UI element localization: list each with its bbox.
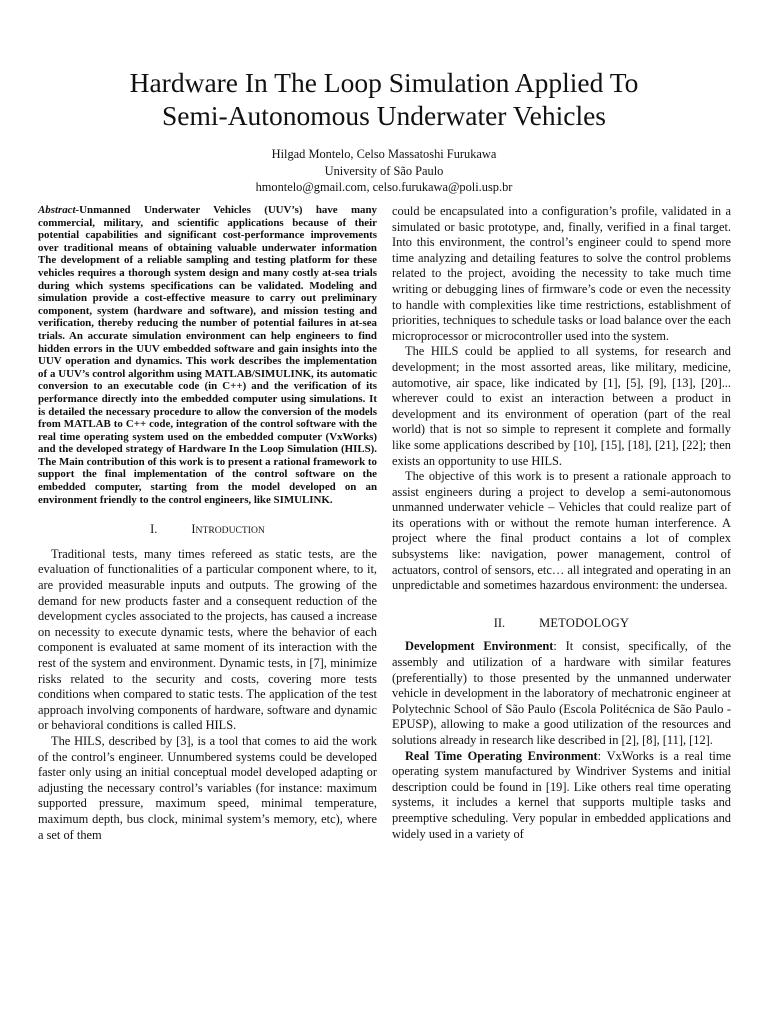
intro-paragraph-3: could be encapsulated into a configuration’s profile, validated in a simulated or basic prototype, and, finally, verified in a final target. Into this environment, the control’s engineer could to spend more time analyzing and detailing features to solve the control problems related to the project, avoiding the necessity to take much time writing or debugging lines of firmware’s code or even the necessity to handle with complexities like time restrictions, establishment of priorities, techniques to schedule tasks or load balance over the each microprocessor or microcontroller used into the system. [392, 204, 731, 343]
intro-paragraph-5: The objective of this work is to present a rationale approach to assist engineers during a project to develop a semi-autonomous unmanned underwater vehicle – Vehicles that could realize part of its operations with or without the remote human interference. A project where the final product contains a lot of complex subsystems like: navigation, power management, control of actuators, control of sensors, etc… all integrated and operating in an unpredictable and sometimes hazardous environment: the undersea. [392, 469, 731, 593]
author-block [100, 146, 668, 196]
section-number: I. [150, 522, 158, 537]
abstract-text: Unmanned Underwater Vehicles (UUV’s) have many commercial, military, and scientific applications because of their potential capabilities and significant cost-performance improvements over traditional means of obtaining valuable underwater information The development of a reliable sampling and testing platform for these vehicles requires a thorough system design and many costly at-sea trials during which systems specifications can be validated. Modeling and simulation provide a cost-effective measure to carry out preliminary component, system (hardware and software), and mission testing and verification, thereby reducing the number of potential failures in at-sea trials. An accurate simulation environment can help engineers to find hidden errors in the UUV embedded software and gain insights into the UUV operation and dynamics. This work describes the implementation of a UUV’s control algorithm using MATLAB/SIMULINK, its automatic conversion to an executable code (in C++) and the verification of its performance directly into the embedded computer using simulations. It is detailed the necessary procedure to allow the conversion of the models from MATLAB to C++ code, integration of the control software with the real time operating system used on the embedded computer (VxWorks) and the developed strategy of Hardware In the Loop Simulation (HILS). The Main contribution of this work is to present a rational framework to support the final implementation of the control software on the embedded computer, starting from the model developed on an environment friendly to the control engineers, like SIMULINK. [38, 204, 377, 506]
paper-title [40, 66, 728, 132]
section-number: II. [493, 615, 506, 630]
dev-env-lead: Development Environment [405, 639, 554, 654]
section-heading-methodology [392, 616, 731, 632]
left-column [38, 204, 377, 843]
author-names: Hilgad Montelo, Celso Massatoshi Furukawa [271, 147, 497, 161]
intro-paragraph-1: Traditional tests, many times refereed as static tests, are the evaluation of functionalities of a particular component where, to it, are provided measurable inputs and outputs. The growing of the demand for new products faster and a consequent reduction of the development cycles associated to the projects, has caused a increase on necessity to execute dynamic tests, where the behavior of each component is evaluated at same moment of its interaction with the rest of the system and environment. Dynamic tests, in [7], minimize risks related to the security and costs, covering more tests conditions when compared to static tests. The application of the test approach involving components of hardware, software and dynamic or behavioral conditions is called HILS. [38, 546, 377, 733]
dev-env-paragraph [392, 639, 731, 748]
section-title-initial: I [191, 522, 196, 537]
title-line-2: Semi-Autonomous Underwater Vehicles [162, 100, 606, 131]
abstract [38, 204, 377, 506]
rtos-text: : VxWorks is a real time operating system manufactured by Windriver Systems and initial description could be found in [19]. Like others real time operating systems, it includes a kernel that supports multiple tasks and preemptive scheduling. Very popular in embedded applications and widely used in a variety of [392, 748, 731, 841]
rtos-lead: Real Time Operating Environment [405, 748, 598, 763]
dev-env-text: : It consist, specifically, of the assembly and utilization of a hardware with similar features (preferentially) to those presented by the unmanned underwater vehicle in development in the laboratory of mechatronic engineer at Polytechnic School of São Paulo (Escola Politécnica de São Paulo - EPUSP), allowing to make a good utilization of the resources and solutions already in research like described in [2], [8], [11], [12]. [392, 639, 731, 747]
intro-paragraph-2: The HILS, described by [3], is a tool that comes to aid the work of the control’s engineer. Unnumbered systems could be developed faster only using an initial conceptual model developed adapting or adjusting the necessary control’s variables (for instance: maximum supported pressure, maximum speed, minimal temperature, maximum depth, bus clock, minimal system’s memory, etc), where a set of them [38, 733, 377, 842]
section-heading-introduction [38, 522, 377, 539]
author-affiliation: University of São Paulo [324, 163, 444, 178]
section-title-rest: NTRODUCTION [195, 525, 265, 537]
right-column [392, 204, 731, 842]
rtos-paragraph [392, 749, 731, 843]
title-line-1: Hardware In The Loop Simulation Applied To [129, 67, 639, 98]
intro-paragraph-4: The HILS could be applied to all systems, for research and development; in the most assorted areas, like military, medicine, automotive, air space, like indicated by [1], [5], [9], [13], [20]... wherever could to exist an interaction between a product in development and its environment of operation (part of the real world) that is not so simple to represent it complete and formally like some applications described by [10], [15], [18], [21], [22]; then exists an opportunity to use HILS. [392, 344, 731, 468]
abstract-lead: Abstract- [38, 204, 80, 216]
author-emails: hmontelo@gmail.com, celso.furukawa@poli.usp.br [255, 180, 513, 194]
section-title: METODOLOGY [539, 615, 630, 630]
